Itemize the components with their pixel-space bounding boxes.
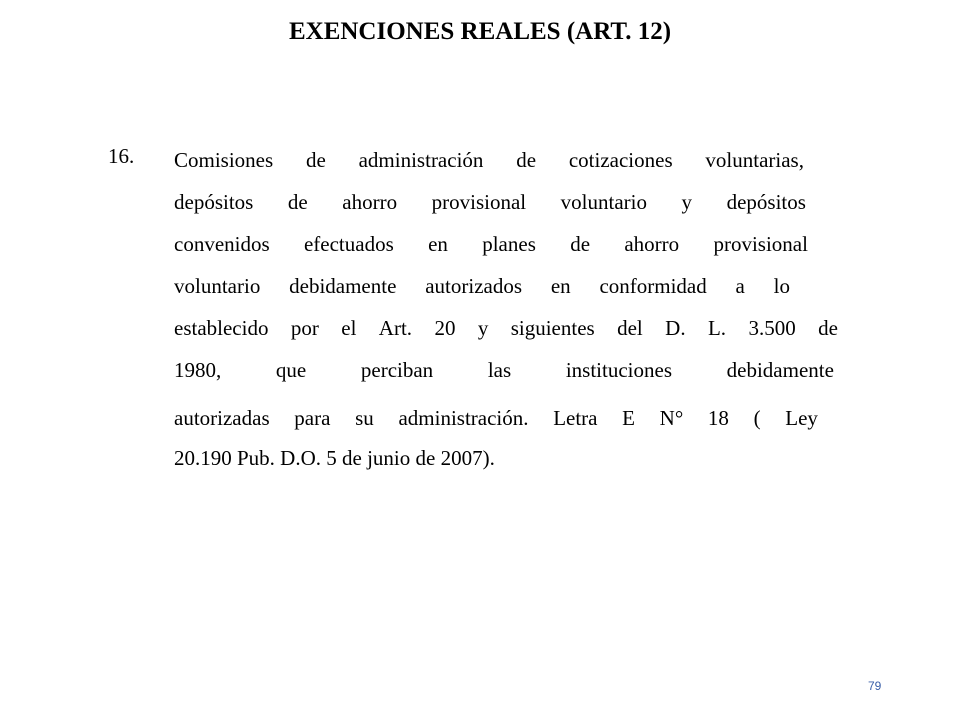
word: E — [622, 406, 635, 430]
slide-title: EXENCIONES REALES (ART. 12) — [288, 18, 672, 45]
word: por — [290, 316, 319, 340]
word: N° — [659, 406, 684, 430]
word: Art. — [378, 316, 413, 340]
word: de — [287, 190, 308, 214]
word: y — [477, 316, 489, 340]
word: 1980, — [174, 358, 222, 382]
word: debidamente — [289, 274, 397, 298]
word: planes — [482, 232, 536, 256]
word: administración — [358, 148, 484, 172]
text-line — [174, 188, 806, 216]
word: ahorro — [342, 190, 398, 214]
word: de — [570, 232, 591, 256]
word: 18 — [707, 406, 729, 430]
page-number: 79 — [868, 679, 882, 693]
word: para — [294, 406, 331, 430]
text-line — [174, 146, 804, 174]
text-line — [174, 404, 818, 432]
word: voluntario — [560, 190, 647, 214]
word: D. — [665, 316, 686, 340]
item-number: 16. — [108, 144, 135, 168]
word: conformidad — [599, 274, 707, 298]
word: debidamente — [726, 358, 834, 382]
word: voluntarias, — [705, 148, 804, 172]
text-line — [174, 230, 808, 258]
word: a — [735, 274, 745, 298]
word: autorizados — [425, 274, 523, 298]
word: Comisiones — [174, 148, 274, 172]
word: provisional — [713, 232, 808, 256]
word: de — [818, 316, 838, 340]
word: depósitos — [726, 190, 806, 214]
word: depósitos — [174, 190, 254, 214]
word: de — [305, 148, 326, 172]
word: el — [341, 316, 357, 340]
text-line — [174, 272, 790, 300]
word: establecido — [174, 316, 269, 340]
word: en — [428, 232, 448, 256]
word: autorizadas — [174, 406, 270, 430]
word: perciban — [360, 358, 434, 382]
text-line — [174, 314, 838, 342]
word: efectuados — [303, 232, 394, 256]
word: instituciones — [565, 358, 672, 382]
text-line — [174, 444, 495, 472]
word: de — [516, 148, 537, 172]
word: L. — [707, 316, 727, 340]
word: siguientes — [510, 316, 595, 340]
word: ahorro — [624, 232, 680, 256]
word: que — [275, 358, 307, 382]
word: 3.500 — [748, 316, 796, 340]
word: las — [487, 358, 512, 382]
word: 20 — [434, 316, 456, 340]
word: Ley — [785, 406, 818, 430]
word: y — [681, 190, 693, 214]
word: en — [550, 274, 571, 298]
word: 20.190 Pub. D.O. 5 de junio de 2007). — [174, 446, 495, 470]
word: cotizaciones — [568, 148, 673, 172]
word: lo — [773, 274, 790, 298]
word: provisional — [431, 190, 527, 214]
word: administración. — [398, 406, 529, 430]
word: convenidos — [174, 232, 270, 256]
word: del — [617, 316, 643, 340]
word: Letra — [553, 406, 598, 430]
word: ( — [753, 406, 761, 430]
text-line — [174, 356, 834, 384]
word: voluntario — [174, 274, 261, 298]
word: su — [355, 406, 374, 430]
